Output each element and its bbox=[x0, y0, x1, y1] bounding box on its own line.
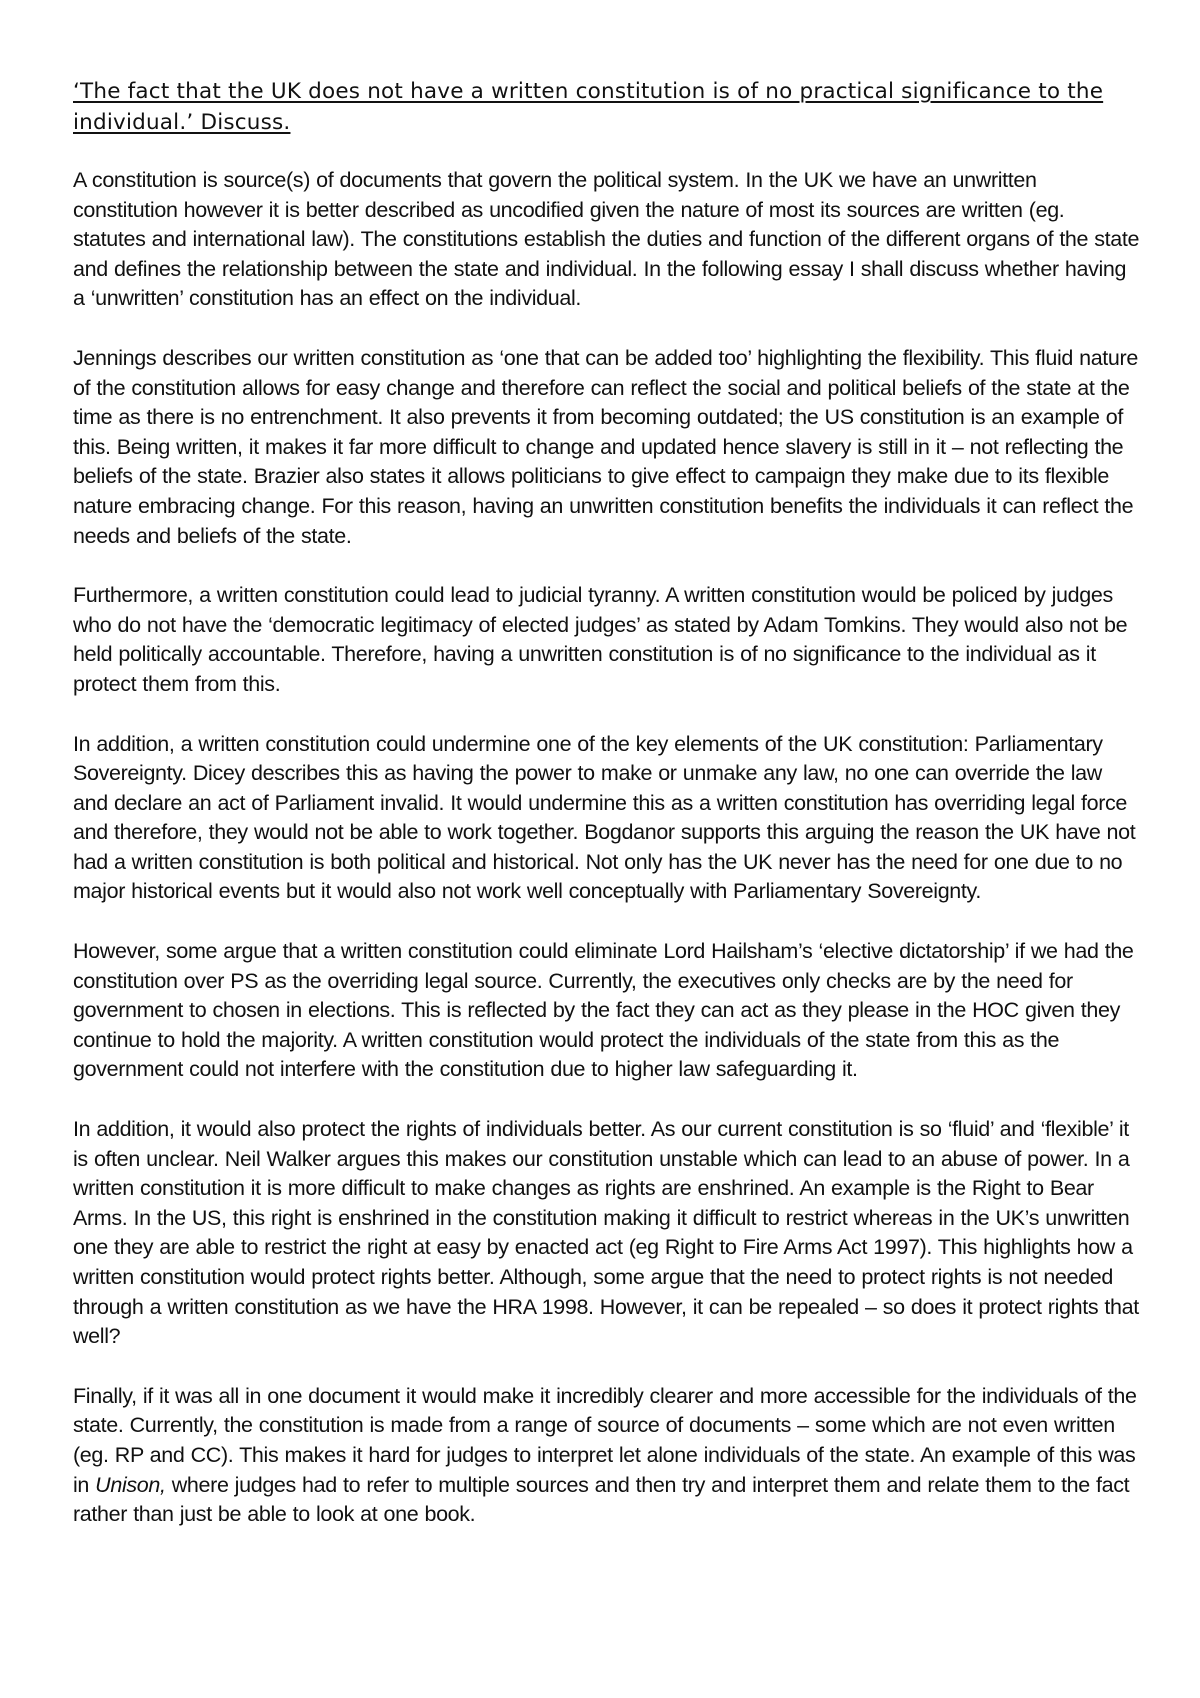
paragraph-parliamentary-sovereignty: In addition, a written constitution could undermine one of the key elements of the UK constitution: Parliamentary Sovereignty. Dicey describes this as having the power to make or unmake any law, no one can override the law and declare an act of Parliament invalid. It would undermine this as a written constitution has overriding legal force and therefore, they would not be able to work together. Bogdanor supports this arguing the reason the UK have not had a written constitution is both political and historical. Not only has the UK never has the need for one due to no major historical events but it would also not work well conceptually with Parliamentary Sovereignty. bbox=[73, 731, 1136, 904]
paragraph-accessibility-text-end: where judges had to refer to multiple sources and then try and interpret them and relate them to the fact rather than just be able to look at one book. bbox=[73, 1472, 1130, 1527]
paragraph-elective-dictatorship: However, some argue that a written constitution could eliminate Lord Hailsham’s ‘elective dictatorship’ if we had the constitution over PS as the overriding legal source. Currently, the executives only checks are by the need for government to chosen in elections. This is reflected by the fact they can act as they please in the HOC given they continue to hold the majority. A written constitution would protect the individuals of the state from this as the government could not interfere with the constitution due to higher law safeguarding it. bbox=[73, 939, 1134, 1082]
paragraph-introduction: A constitution is source(s) of documents that govern the political system. In the UK we have an unwritten constitution however it is better described as uncodified given the nature of most its sources are written (eg. statutes and international law). The constitutions establish the duties and function of the different organs of the state and defines the relationship between the state and individual. In the following essay I shall discuss whether having a ‘unwritten’ constitution has an effect on the individual. bbox=[73, 168, 1140, 311]
essay-title: ‘The fact that the UK does not have a written constitution is of no practical significance to the individual.’ Discuss. bbox=[73, 79, 1104, 135]
paragraph-rights-protection: In addition, it would also protect the rights of individuals better. As our current constitution is so ‘fluid’ and ‘flexible’ it is often unclear. Neil Walker argues this makes our constitution unstable which can lead to an abuse of power. In a written constitution it is more difficult to make changes as rights are enshrined. An example is the Right to Bear Arms. In the US, this right is enshrined in the constitution making it difficult to restrict whereas in the UK’s unwritten one they are able to restrict the right at easy by enacted act (eg Right to Fire Arms Act 1997). This highlights how a written constitution would protect rights better. Although, some argue that the need to protect rights is not needed through a written constitution as we have the HRA 1998. However, it can be repealed – so does it protect rights that well? bbox=[73, 1117, 1139, 1349]
paragraph-accessibility-text-start: Finally, if it was all in one document it would make it incredibly clearer and more accessible for the individuals of the state. Currently, the constitution is made from a range of source of documents – some which are not even written (eg. RP and CC). This makes it hard for judges to interpret let alone individuals of the state. An example of this was in bbox=[73, 1383, 1137, 1497]
paragraph-judicial-tyranny: Furthermore, a written constitution could lead to judicial tyranny. A written constitution would be policed by judges who do not have the ‘democratic legitimacy of elected judges’ as stated by Adam Tomkins. They would also not be held politically accountable. Therefore, having a unwritten constitution is of no significance to the individual as it protect them from this. bbox=[73, 583, 1128, 696]
paragraph-flexibility: Jennings describes our written constitution as ‘one that can be added too’ highlighting the flexibility. This fluid nature of the constitution allows for easy change and therefore can reflect the social and political beliefs of the state at the time as there is no entrenchment. It also prevents it from becoming outdated; the US constitution is an example of this. Being written, it makes it far more difficult to change and updated hence slavery is still in it – not reflecting the beliefs of the state. Brazier also states it allows politicians to give effect to campaign they make due to its flexible nature embracing change. For this reason, having an unwritten constitution benefits the individuals it can reflect the needs and beliefs of the state. bbox=[73, 345, 1138, 548]
case-name-unison: Unison, bbox=[95, 1472, 166, 1497]
paragraph-accessibility bbox=[73, 1382, 1141, 1530]
essay-body bbox=[73, 76, 1141, 1560]
